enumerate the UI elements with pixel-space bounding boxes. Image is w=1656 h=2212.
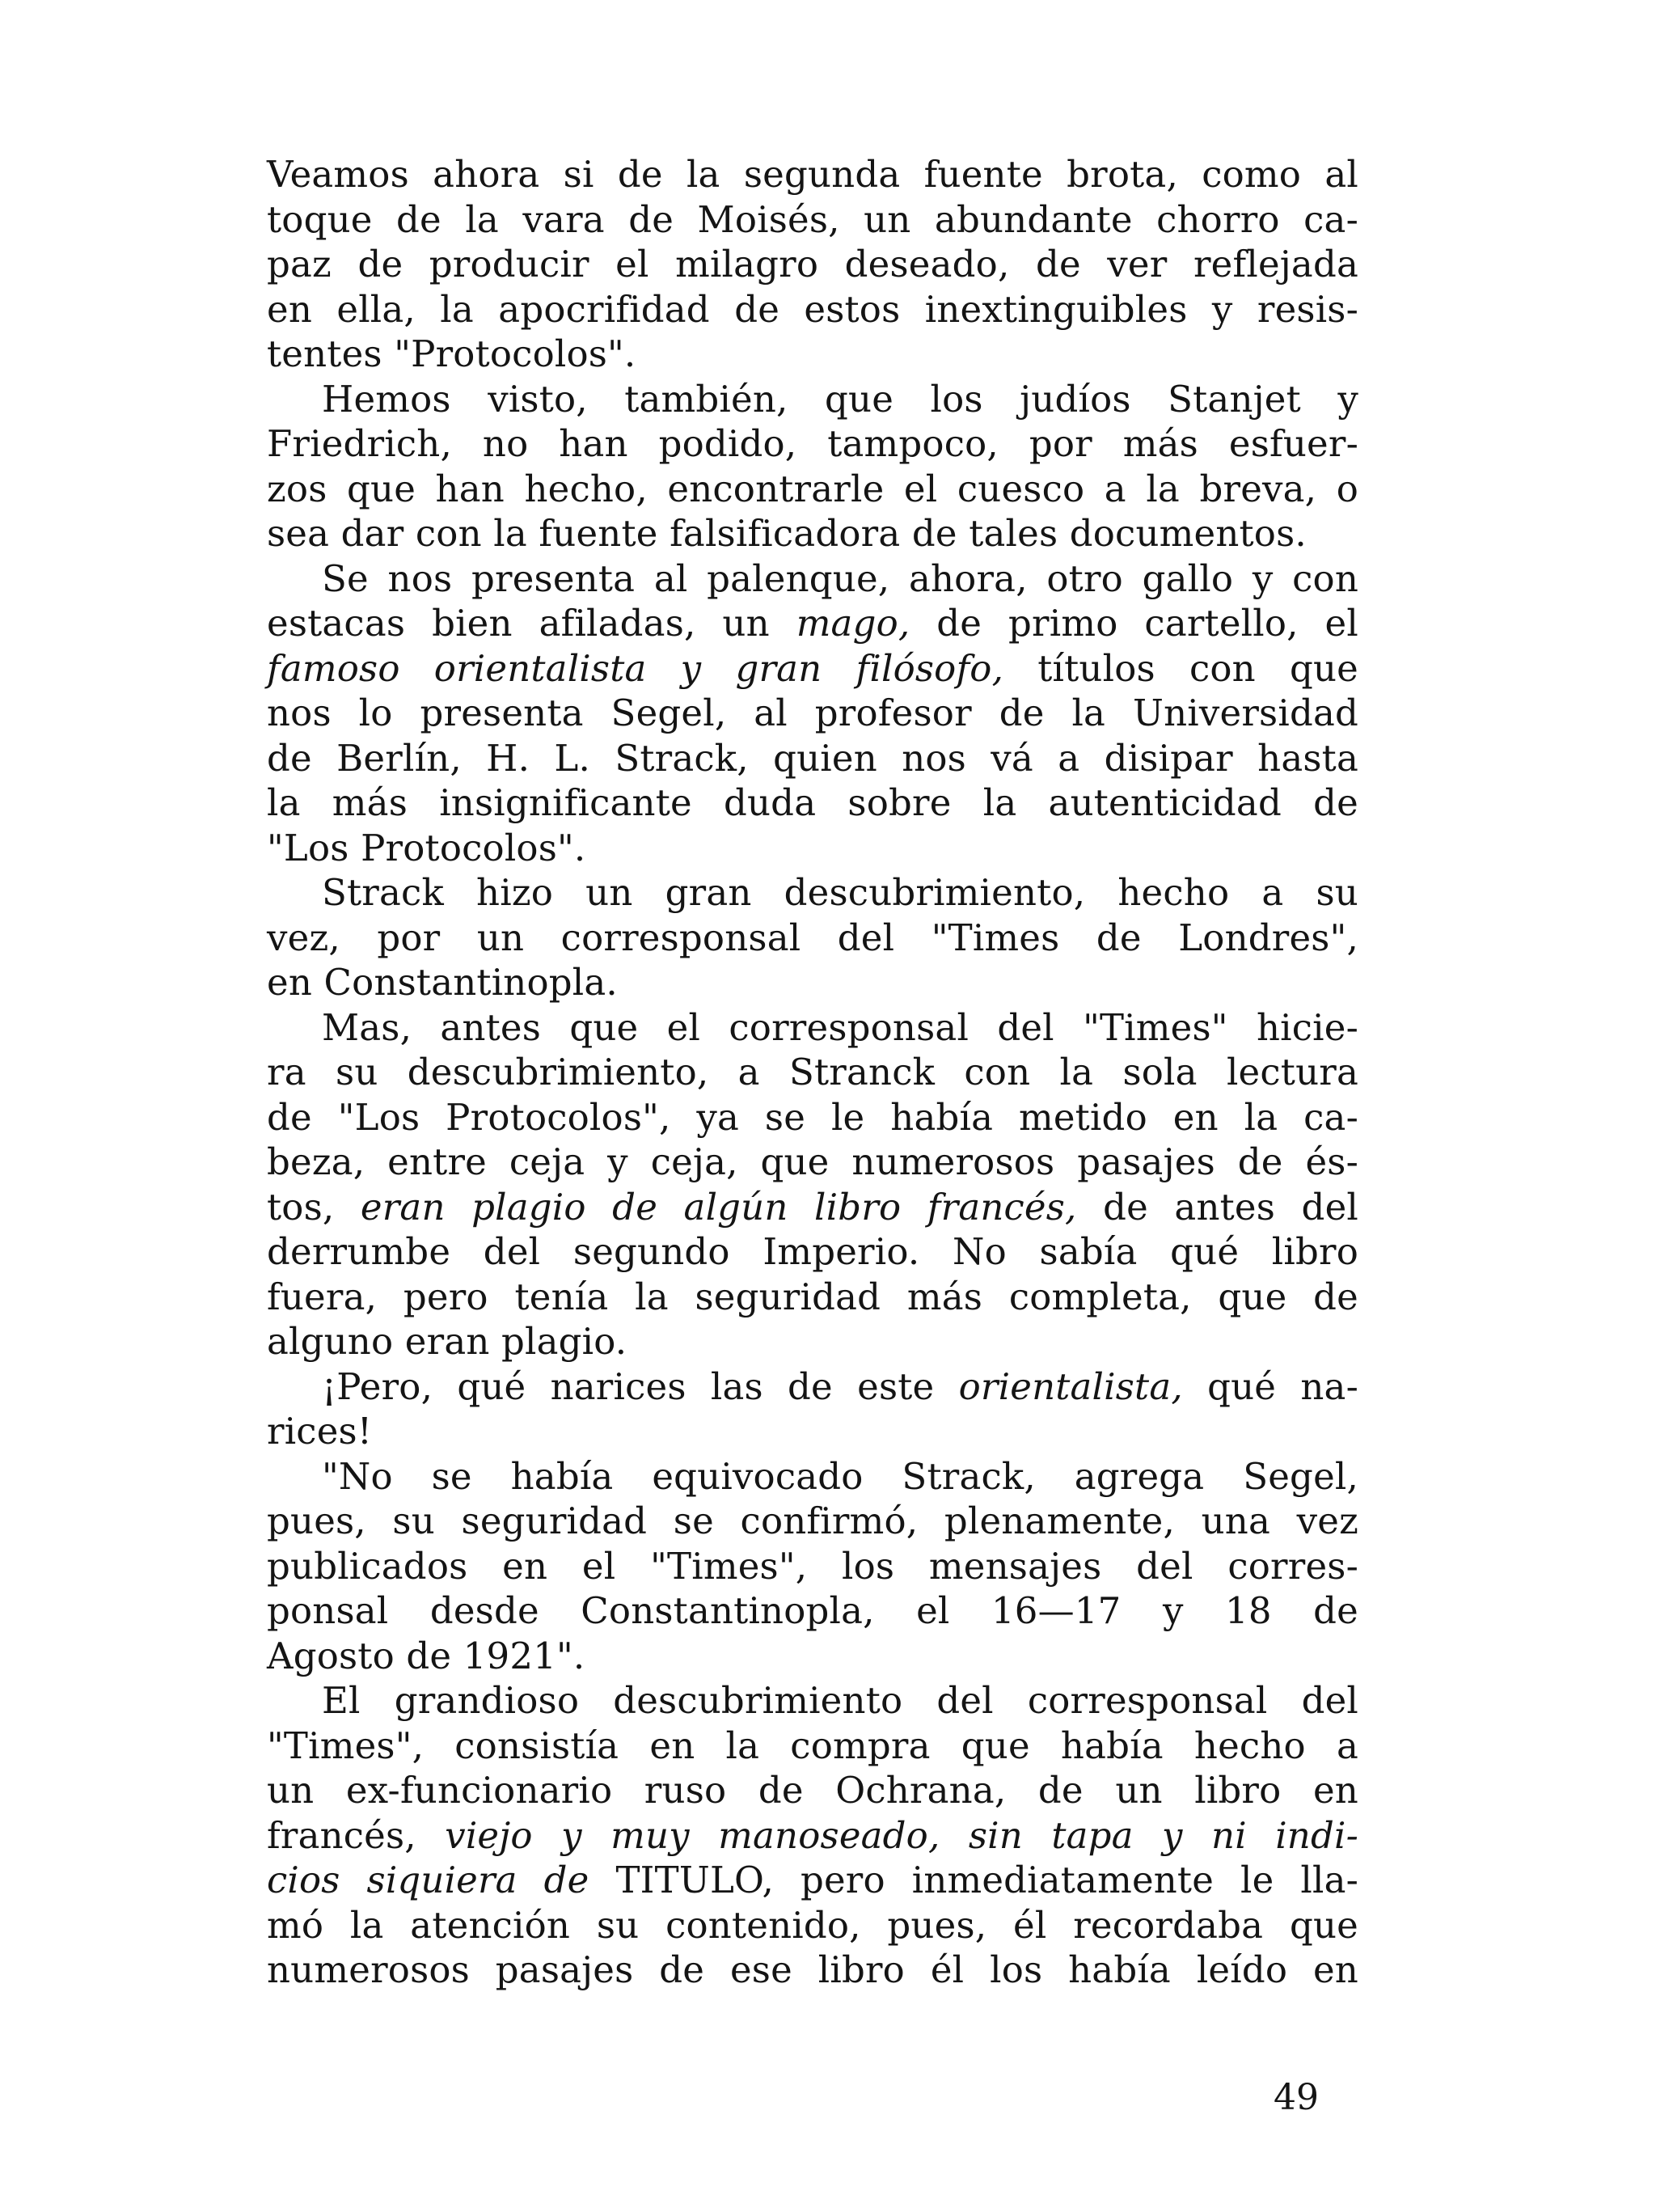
italic-text: viejo y muy manoseado, sin tapa y ni indi-: [445, 1813, 1358, 1857]
text-line: [267, 511, 1358, 556]
text-line: [267, 916, 1358, 961]
text-line: [267, 960, 1358, 1005]
text-line: [267, 1634, 1358, 1679]
italic-text: eran plagio de algún libro francés,: [360, 1185, 1077, 1229]
text-line: [267, 1588, 1358, 1634]
text-line: [267, 736, 1358, 781]
text-segment: ra su descubrimiento, a Stranck con la sola lectura: [267, 1051, 1358, 1093]
text-segment: qué na-: [1182, 1364, 1358, 1408]
text-line: [267, 1948, 1358, 1993]
text-segment: Agosto de 1921".: [267, 1634, 585, 1677]
text-segment: zos que han hecho, encontrarle el cuesco a la breva, o: [267, 467, 1358, 510]
text-segment: beza, entre ceja y ceja, que numerosos pasajes de és-: [267, 1140, 1358, 1183]
text-segment: un ex-funcionario ruso de Ochrana, de un libro en: [267, 1769, 1358, 1812]
text-segment: El grandioso descubrimiento del corresponsal del: [322, 1679, 1358, 1722]
text-line: [267, 467, 1358, 512]
text-line: [267, 1005, 1358, 1051]
text-segment: "Times", consistía en la compra que había hecho a: [267, 1723, 1358, 1767]
text-segment: Strack hizo un gran descubrimiento, hecho a su: [322, 871, 1358, 914]
text-segment: numerosos pasajes de ese libro él los había leído en: [267, 1948, 1358, 1991]
text-segment: Friedrich, no han podido, tampoco, por más esfuer-: [267, 422, 1358, 465]
text-line: [267, 1095, 1358, 1140]
text-line: [267, 1185, 1358, 1230]
text-segment: en ella, la apocrifidad de estos inextinguibles y resis-: [267, 287, 1358, 331]
text-line: [267, 646, 1358, 692]
text-segment: Se nos presenta al palenque, ahora, otro gallo y con: [322, 556, 1358, 600]
text-line: [267, 1140, 1358, 1185]
text-line: [267, 1319, 1358, 1364]
body-text: [267, 152, 1358, 1993]
text-line: [267, 1275, 1358, 1320]
text-line: [267, 1050, 1358, 1095]
text-line: [267, 1858, 1358, 1903]
text-segment: de antes del: [1076, 1185, 1358, 1229]
italic-text: cios siquiera de: [267, 1859, 589, 1901]
text-segment: nos lo presenta Segel, al profesor de la Universidad: [267, 692, 1358, 734]
text-line: [267, 242, 1358, 287]
text-line: [267, 1903, 1358, 1948]
text-line: [267, 377, 1358, 422]
text-segment: estacas bien afiladas, un: [267, 602, 796, 645]
text-segment: vez, por un corresponsal del "Times de Londres",: [267, 916, 1358, 959]
text-line: [267, 1409, 1358, 1454]
text-segment: de "Los Protocolos", ya se le había metido en la ca-: [267, 1095, 1358, 1139]
page-number: 49: [1274, 2077, 1319, 2118]
text-segment: alguno eran plagio.: [267, 1320, 627, 1363]
italic-text: famoso orientalista y gran filósofo,: [267, 646, 1004, 690]
text-segment: de Berlín, H. L. Strack, quien nos vá a disipar hasta: [267, 736, 1358, 780]
text-segment: "No se había equivocado Strack, agrega Segel,: [322, 1454, 1358, 1498]
text-segment: fuera, pero tenía la seguridad más completa, que de: [267, 1275, 1358, 1318]
text-line: [267, 152, 1358, 197]
text-line: [267, 1364, 1358, 1410]
text-segment: Mas, antes que el corresponsal del "Times" hicie-: [322, 1005, 1358, 1049]
italic-text: mago,: [796, 602, 910, 645]
text-segment: paz de producir el milagro deseado, de ver reflejada: [267, 243, 1358, 285]
text-segment: rices!: [267, 1410, 373, 1453]
text-line: [267, 287, 1358, 332]
text-segment: francés,: [267, 1813, 446, 1857]
italic-text: orientalista,: [958, 1364, 1183, 1408]
text-line: [267, 691, 1358, 736]
text-line: [267, 332, 1358, 377]
text-line: [267, 1499, 1358, 1544]
text-segment: Veamos ahora si de la segunda fuente brota, como al: [267, 153, 1358, 196]
text-segment: títulos con que: [1003, 646, 1358, 690]
text-segment: en Constantinopla.: [267, 961, 618, 1004]
text-line: [267, 556, 1358, 602]
text-segment: tentes "Protocolos".: [267, 332, 636, 375]
text-line: [267, 197, 1358, 243]
text-line: [267, 826, 1358, 871]
text-segment: toque de la vara de Moisés, un abundante chorro ca-: [267, 197, 1358, 241]
text-line: [267, 1723, 1358, 1769]
text-line: [267, 870, 1358, 916]
text-line: [267, 421, 1358, 467]
text-segment: mó la atención su contenido, pues, él recordaba que: [267, 1903, 1358, 1947]
text-line: [267, 780, 1358, 826]
text-segment: "Los Protocolos".: [267, 826, 586, 869]
text-line: [267, 1229, 1358, 1275]
text-segment: publicados en el "Times", los mensajes del corres-: [267, 1544, 1358, 1588]
text-line: [267, 1813, 1358, 1859]
text-segment: la más insignificante duda sobre la autenticidad de: [267, 781, 1358, 824]
text-segment: pues, su seguridad se confirmó, plenamente, una vez: [267, 1499, 1358, 1542]
text-line: [267, 601, 1358, 646]
text-segment: ¡Pero, qué narices las de este: [322, 1364, 959, 1408]
text-segment: sea dar con la fuente falsificadora de tales documentos.: [267, 512, 1307, 555]
text-line: [267, 1678, 1358, 1723]
text-line: [267, 1544, 1358, 1589]
text-segment: ponsal desde Constantinopla, el 16—17 y 18 de: [267, 1589, 1358, 1632]
text-line: [267, 1768, 1358, 1813]
text-segment: derrumbe del segundo Imperio. No sabía qué libro: [267, 1230, 1358, 1273]
text-segment: tos,: [267, 1185, 361, 1229]
text-segment: de primo cartello, el: [910, 602, 1358, 645]
text-segment: TITULO, pero inmediatamente le lla-: [589, 1859, 1358, 1901]
text-line: [267, 1454, 1358, 1499]
text-segment: Hemos visto, también, que los judíos Stanjet y: [322, 377, 1358, 421]
